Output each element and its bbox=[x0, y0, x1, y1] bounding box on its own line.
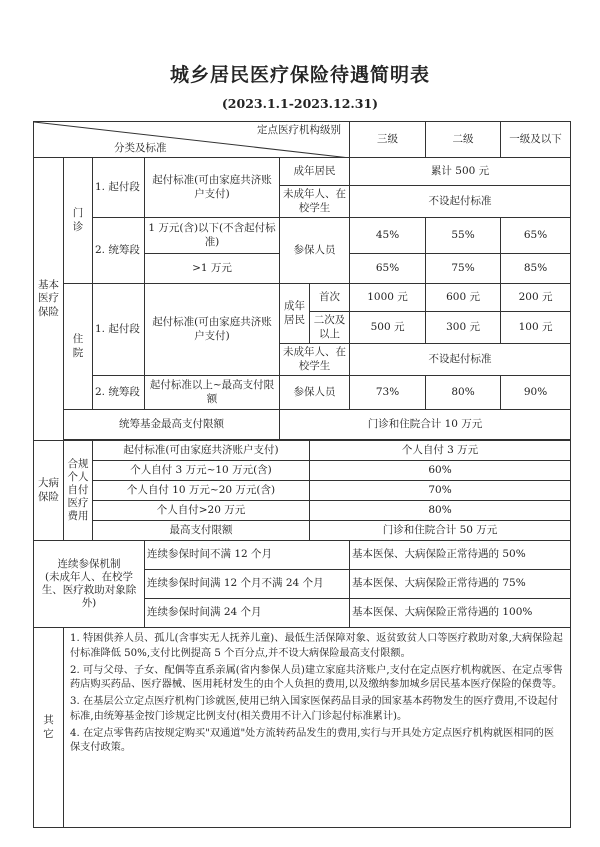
inpatient-adult: 成年居民 bbox=[280, 284, 310, 344]
other-note-4: 4. 在定点零售药店按规定购买"双通道"处方流转药品发生的费用,实行与开具处方定点医疗机构就医相同的医保支付政策。 bbox=[70, 727, 555, 754]
inpatient-rate-l2: 80% bbox=[426, 376, 501, 410]
basic-max-value: 门诊和住院合计 10 万元 bbox=[280, 410, 571, 440]
serious-max-value: 门诊和住院合计 50 万元 bbox=[310, 521, 571, 541]
basic-max-label: 统筹基金最高支付限额 bbox=[64, 410, 280, 440]
inpatient-second-l2: 300 元 bbox=[426, 312, 501, 344]
outpatient-band2-rate-l3: 65% bbox=[350, 254, 426, 284]
benefits-table bbox=[33, 121, 571, 828]
serious-row-3-label: 个人自付>20 万元 bbox=[93, 501, 310, 521]
outpatient-insured: 参保人员 bbox=[280, 218, 350, 284]
inpatient-first-l1: 200 元 bbox=[501, 284, 571, 312]
other-note-2: 2. 可与父母、子女、配偶等直系亲属(省内参保人员)建立家庭共济账户,支付在定点医疗机构就医、在定点零售药店购买药品、医疗器械、医用耗材发生的由个人负担的费用,以及缴纳参加城乡居民基本医疗保险的保费等。 bbox=[70, 664, 563, 691]
serious-row-1-label: 个人自付 3 万元~10 万元(含) bbox=[93, 461, 310, 481]
page-title: 城乡居民医疗保险待遇简明表 bbox=[169, 64, 430, 86]
inpatient-deductible-stage: 1. 起付段 bbox=[93, 284, 145, 376]
inpatient-deductible-standard: 起付标准(可由家庭共济账户支付) bbox=[145, 284, 280, 376]
other-notes bbox=[64, 628, 571, 828]
inpatient-second-l3: 500 元 bbox=[350, 312, 426, 344]
inpatient-first-l3: 1000 元 bbox=[350, 284, 426, 312]
inpatient-first: 首次 bbox=[310, 284, 350, 312]
outpatient-band1-rate-l1: 65% bbox=[501, 218, 571, 254]
inpatient-minor-value: 不设起付标准 bbox=[350, 344, 571, 376]
continuous-label: 连续参保机制 bbox=[57, 557, 121, 570]
serious-row-3-value: 80% bbox=[310, 501, 571, 521]
outpatient-deductible-stage: 1. 起付段 bbox=[93, 158, 145, 218]
header-level3: 三级 bbox=[350, 122, 426, 158]
header-institution-level: 定点医疗机构级别 bbox=[257, 124, 342, 136]
basic-insurance-label: 基本医疗保险 bbox=[34, 158, 64, 441]
outpatient-deductible-standard: 起付标准(可由家庭共济账户支付) bbox=[145, 158, 280, 218]
serious-row-0-label: 起付标准(可由家庭共济账户支付) bbox=[93, 441, 310, 461]
continuous-row-0-label: 连续参保时间不满 12 个月 bbox=[145, 541, 350, 570]
serious-row-2-label: 个人自付 10 万元~20 万元(含) bbox=[93, 481, 310, 501]
serious-row-1-value: 60% bbox=[310, 461, 571, 481]
continuous-row-2-value: 基本医保、大病保险正常待遇的 100% bbox=[350, 599, 571, 628]
inpatient-first-l2: 600 元 bbox=[426, 284, 501, 312]
continuous-note: (未成年人、在校学生、医疗救助对象除外) bbox=[41, 570, 137, 610]
outpatient-adult: 成年居民 bbox=[280, 158, 350, 186]
inpatient-second-l1: 100 元 bbox=[501, 312, 571, 344]
page-subtitle: (2023.1.1-2023.12.31) bbox=[221, 96, 379, 111]
inpatient-second: 二次及以上 bbox=[310, 312, 350, 344]
outpatient-label: 门诊 bbox=[64, 158, 93, 284]
serious-row-2-value: 70% bbox=[310, 481, 571, 501]
header-level1: 一级及以下 bbox=[501, 122, 571, 158]
inpatient-rate-l1: 90% bbox=[501, 376, 571, 410]
outpatient-band1-rate-l2: 55% bbox=[426, 218, 501, 254]
outpatient-band2: >1 万元 bbox=[145, 254, 280, 284]
inpatient-coord-stage: 2. 统筹段 bbox=[93, 376, 145, 410]
serious-row-0-value: 个人自付 3 万元 bbox=[310, 441, 571, 461]
inpatient-label: 住院 bbox=[64, 284, 93, 410]
inpatient-insured: 参保人员 bbox=[280, 376, 350, 410]
outpatient-minor: 未成年人、在校学生 bbox=[280, 186, 350, 218]
continuous-row-2-label: 连续参保时间满 24 个月 bbox=[145, 599, 350, 628]
serious-sub-label: 合规个人自付医疗费用 bbox=[64, 441, 93, 541]
continuous-row-1-value: 基本医保、大病保险正常待遇的 75% bbox=[350, 570, 571, 599]
other-label: 其它 bbox=[34, 628, 64, 828]
continuous-row-0-value: 基本医保、大病保险正常待遇的 50% bbox=[350, 541, 571, 570]
continuous-label-cell bbox=[34, 541, 145, 628]
other-note-1: 1. 特困供养人员、孤儿(含事实无人抚养儿童)、最低生活保障对象、返贫致贫人口等医疗救助对象,大病保险起付标准降低 50%,支付比例提高 5 个百分点,并不设大病保险最高支付限额。 bbox=[70, 633, 563, 659]
outpatient-coord-stage: 2. 统筹段 bbox=[93, 218, 145, 284]
inpatient-coord-standard: 起付标准以上~最高支付限额 bbox=[145, 376, 280, 410]
outpatient-band1-rate-l3: 45% bbox=[350, 218, 426, 254]
outpatient-band2-rate-l2: 75% bbox=[426, 254, 501, 284]
outpatient-band2-rate-l1: 85% bbox=[501, 254, 571, 284]
other-note-3: 3. 在基层公立定点医疗机构门诊就医,使用已纳入国家医保药品目录的国家基本药物发生的医疗费用,不设起付标准,由统筹基金按门诊规定比例支付(相关费用不计入门诊起付标准累计)。 bbox=[70, 696, 559, 722]
continuous-row-1-label: 连续参保时间满 12 个月不满 24 个月 bbox=[145, 570, 350, 599]
outpatient-adult-value: 累计 500 元 bbox=[350, 158, 571, 186]
header-level2: 二级 bbox=[426, 122, 501, 158]
serious-insurance-label: 大病保险 bbox=[34, 441, 64, 541]
table-header-diagonal bbox=[34, 122, 350, 158]
outpatient-minor-value: 不设起付标准 bbox=[350, 186, 571, 218]
header-category-standard: 分类及标准 bbox=[114, 141, 167, 154]
inpatient-minor: 未成年人、在校学生 bbox=[280, 344, 350, 376]
inpatient-rate-l3: 73% bbox=[350, 376, 426, 410]
serious-max-label: 最高支付限额 bbox=[93, 521, 310, 541]
outpatient-band1: 1 万元(含)以下(不含起付标准) bbox=[145, 218, 280, 254]
